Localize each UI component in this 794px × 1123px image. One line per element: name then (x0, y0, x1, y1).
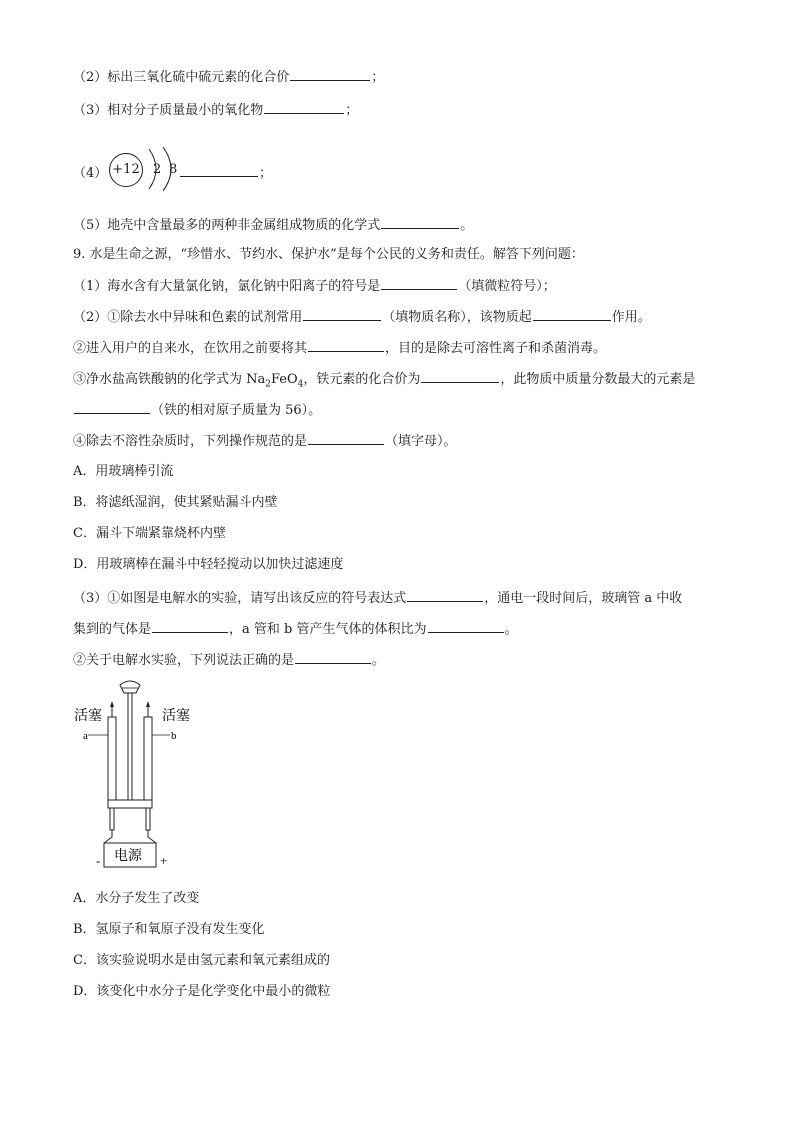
answer-blank[interactable] (381, 216, 459, 229)
tube-a (108, 717, 116, 805)
shell-1-count: 2 (153, 162, 162, 177)
answer-blank[interactable] (295, 651, 371, 664)
answer-blank[interactable] (308, 339, 384, 352)
answer-blank[interactable] (303, 308, 381, 321)
negative-terminal-label: - (96, 853, 101, 868)
stopcock-left-icon (110, 701, 114, 707)
valve-label-left: 活塞 (74, 709, 102, 724)
q9-part3-1: （3）①如图是电解水的实验，请写出该反应的符号表达式 ，通电一段时间后，玻璃管 a 中收 (73, 591, 683, 606)
tube-b (144, 717, 152, 805)
tube-label-b: b (171, 730, 177, 742)
q8-part4-atom-diagram: （4） +12 2 8 ； (73, 145, 273, 195)
q9-stem: 9. 水是生命之源，“珍惜水、节约水、保护水”是每个公民的义务和责任。解答下列问题： (73, 247, 584, 262)
answer-blank[interactable] (264, 101, 344, 114)
electrolysis-apparatus-diagram (70, 675, 210, 870)
q9-part1: （1）海水含有大量氯化钠，氯化钠中阳离子的符号是 （填微粒符号）； (73, 279, 556, 294)
q9-part2-1: （2）①除去水中异味和色素的试剂常用 （填物质名称），该物质起 作用。 (73, 310, 651, 325)
option-item: B．将滤纸湿润，使其紧贴漏斗内壁 (73, 495, 278, 510)
answer-blank[interactable] (533, 308, 611, 321)
answer-blank[interactable] (74, 401, 150, 414)
funnel-reservoir (120, 681, 140, 693)
answer-blank[interactable] (381, 277, 457, 290)
q9-part2-3: ③净水盐高铁酸钠的化学式为 $Na_2FeO_4$，铁元素的化合价为 ，此物质中质量分数最大的元素是 (73, 372, 696, 390)
q8-part5: （5）地壳中含量最多的两种非金属组成物质的化学式 。 (73, 218, 474, 233)
shell-2-count: 8 (169, 162, 178, 177)
option-item: D．用玻璃棒在漏斗中轻轻搅动以加快过滤速度 (73, 557, 344, 572)
tube-label-a: a (83, 730, 88, 742)
q8-part3: （3）相对分子质量最小的氧化物 ； (73, 103, 359, 118)
q9-part2-4: ④除去不溶性杂质时，下列操作规范的是 （填字母）。 (73, 434, 457, 449)
option-item: C．漏斗下端紧靠烧杯内壁 (73, 526, 226, 541)
answer-blank[interactable] (421, 370, 499, 383)
stopcock-right-icon (146, 701, 150, 707)
q9-part2-3-cont: （铁的相对原子质量为 56）。 (73, 401, 321, 419)
nucleus-circle: +12 (109, 153, 143, 187)
q9-part3-1-cont: 集到的气体是 ，a 管和 b 管产生气体的体积比为 。 (73, 622, 518, 637)
answer-blank[interactable] (407, 589, 483, 602)
q9-part2-2: ②进入用户的自来水，在饮用之前要将其 ，目的是除去可溶性离子和杀菌消毒。 (73, 341, 607, 356)
option-item: C．该实验说明水是由氢元素和氧元素组成的 (73, 953, 330, 968)
answer-blank[interactable] (308, 432, 384, 445)
option-item: D．该变化中水分子是化学变化中最小的微粒 (73, 984, 331, 999)
positive-terminal-label: + (160, 853, 168, 868)
q8-part2: （2）标出三氧化硫中硫元素的化合价 ； (73, 70, 385, 85)
answer-blank[interactable] (152, 620, 228, 633)
valve-label-right: 活塞 (162, 709, 190, 724)
power-label: 电源 (114, 849, 142, 864)
option-item: A．用玻璃棒引流 (73, 464, 174, 479)
q9-part3-2: ②关于电解水实验，下列说法正确的是 。 (73, 653, 386, 668)
answer-blank[interactable] (180, 164, 258, 177)
option-item: A．水分子发生了改变 (73, 891, 200, 906)
answer-blank[interactable] (428, 620, 504, 633)
answer-blank[interactable] (290, 68, 370, 81)
option-item: B．氢原子和氧原子没有发生变化 (73, 922, 265, 937)
